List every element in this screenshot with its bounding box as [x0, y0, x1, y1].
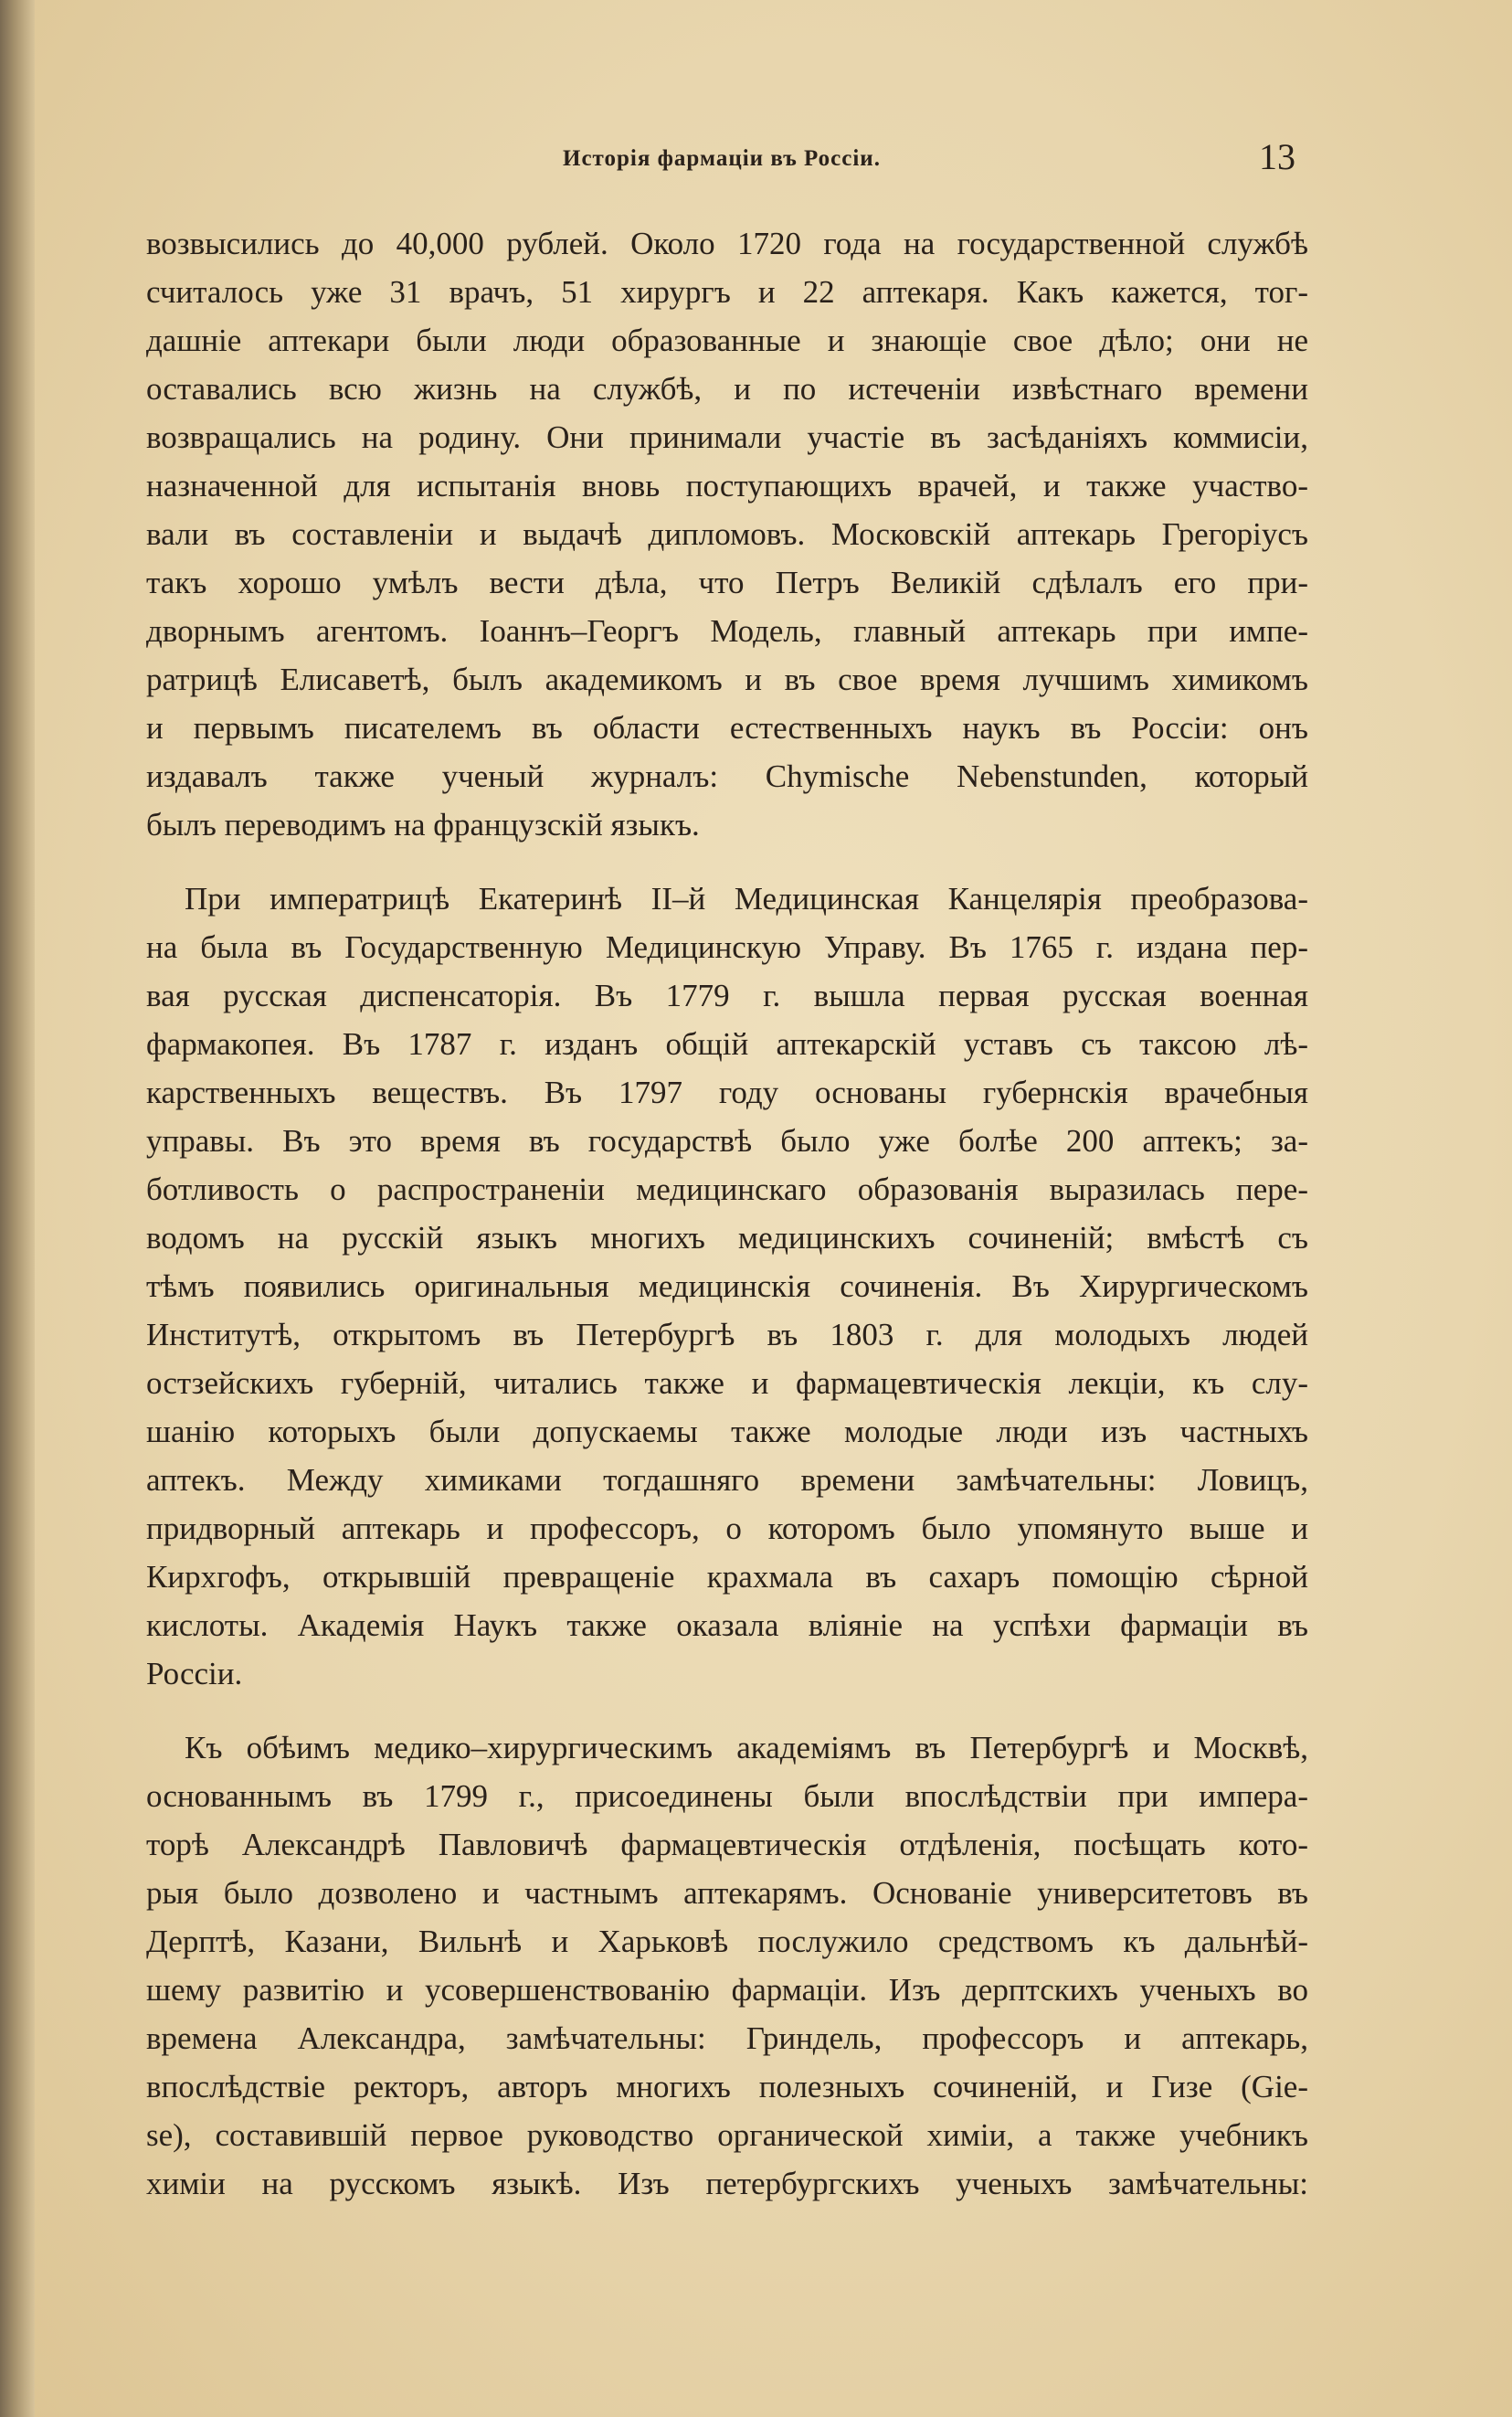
text-line: se), составившій первое руководство органической химіи, а также учебникъ — [146, 2117, 1308, 2153]
text-line: карственныхъ веществъ. Въ 1797 году основаны губернскія врачебныя — [146, 1075, 1308, 1110]
text-line: Къ обѣимъ медико–хирургическимъ академіямъ въ Петербургѣ и Москвѣ, — [185, 1730, 1308, 1765]
body-text — [146, 219, 1308, 2208]
text-line: Институтѣ, открытомъ въ Петербургѣ въ 1803 г. для молодыхъ людей — [146, 1317, 1308, 1352]
text-line: тѣмъ появились оригинальныя медицинскія сочиненія. Въ Хирургическомъ — [146, 1268, 1308, 1304]
text-line: возвысились до 40,000 рублей. Около 1720 года на государственной службѣ — [146, 226, 1308, 261]
paragraph-1 — [146, 219, 1308, 849]
text-line: на была въ Государственную Медицинскую Управу. Въ 1765 г. издана пер- — [146, 929, 1308, 965]
text-line: ботливость о распространеніи медицинскаго образованія выразилась пере- — [146, 1171, 1308, 1207]
text-line: впослѣдствіе ректоръ, авторъ многихъ полезныхъ сочиненій, и Гизе (Gie- — [146, 2069, 1308, 2104]
text-line: кислоты. Академія Наукъ также оказала вліяніе на успѣхи фармаціи въ — [146, 1607, 1308, 1643]
text-line: вая русская диспенсаторія. Въ 1779 г. вышла первая русская военная — [146, 978, 1308, 1013]
paragraph-3 — [146, 1723, 1308, 2208]
text-line: придворный аптекарь и профессоръ, о которомъ было упомянуто выше и — [146, 1511, 1308, 1546]
text-line: шему развитію и усовершенствованію фармаціи. Изъ дерптскихъ ученыхъ во — [146, 1972, 1308, 2008]
text-line: торѣ Александрѣ Павловичѣ фармацевтическія отдѣленія, посѣщать кото- — [146, 1827, 1308, 1862]
text-line: оставались всю жизнь на службѣ, и по истеченіи извѣстнаго времени — [146, 371, 1308, 407]
text-line: основаннымъ въ 1799 г., присоединены были впослѣдствіи при импера- — [146, 1778, 1308, 1814]
text-line: Россіи. — [146, 1656, 243, 1691]
text-line: фармакопея. Въ 1787 г. изданъ общій аптекарскій уставъ съ таксою лѣ- — [146, 1026, 1308, 1062]
text-line: При императрицѣ Екатеринѣ II–й Медицинская Канцелярія преобразова- — [185, 881, 1308, 917]
text-line: дворнымъ агентомъ. Іоаннъ–Георгъ Модель, главный аптекарь при импе- — [146, 613, 1308, 649]
text-line: времена Александра, замѣчательны: Гриндель, профессоръ и аптекарь, — [146, 2020, 1308, 2056]
text-line: такъ хорошо умѣлъ вести дѣла, что Петръ Великій сдѣлалъ его при- — [146, 565, 1308, 600]
text-line: издавалъ также ученый журналъ: Chymische Nebenstunden, который — [146, 758, 1308, 794]
text-line: Кирхгофъ, открывшій превращеніе крахмала въ сахаръ помощію сѣрной — [146, 1559, 1308, 1595]
page-gutter-shadow — [0, 0, 35, 2417]
text-line: шанію которыхъ были допускаемы также молодые люди изъ частныхъ — [146, 1414, 1308, 1449]
text-line: рыя было дозволено и частнымъ аптекарямъ. Основаніе университетовъ въ — [146, 1875, 1308, 1911]
text-line: водомъ на русскій языкъ многихъ медицинскихъ сочиненій; вмѣстѣ съ — [146, 1220, 1308, 1256]
text-line: аптекъ. Между химиками тогдашняго времени замѣчательны: Ловицъ, — [146, 1462, 1308, 1498]
text-line: вали въ составленіи и выдачѣ дипломовъ. Московскій аптекарь Грегоріусъ — [146, 516, 1308, 552]
text-line: ратрицѣ Елисаветѣ, былъ академикомъ и въ свое время лучшимъ химикомъ — [146, 662, 1308, 697]
paragraph-2 — [146, 875, 1308, 1698]
running-head: Исторія фармаціи въ Россіи. — [563, 146, 881, 171]
text-line: считалось уже 31 врачъ, 51 хирургъ и 22 аптекаря. Какъ кажется, тог- — [146, 274, 1308, 310]
text-line: дашніе аптекари были люди образованные и знающіе свое дѣло; они не — [146, 323, 1308, 358]
text-line: былъ переводимъ на французскій языкъ. — [146, 807, 700, 843]
text-line: остзейскихъ губерній, читались также и фармацевтическія лекціи, къ слу- — [146, 1365, 1308, 1401]
text-line: и первымъ писателемъ въ области естественныхъ наукъ въ Россіи: онъ — [146, 710, 1308, 746]
text-line: назначенной для испытанія вновь поступающихъ врачей, и также участво- — [146, 468, 1308, 504]
text-line: управы. Въ это время въ государствѣ было уже болѣе 200 аптекъ; за- — [146, 1123, 1308, 1159]
text-line: химіи на русскомъ языкѣ. Изъ петербургскихъ ученыхъ замѣчательны: — [146, 2166, 1308, 2201]
page-number: 13 — [1259, 136, 1295, 177]
text-line: Дерптѣ, Казани, Вильнѣ и Харьковѣ послужило средствомъ къ дальнѣй- — [146, 1924, 1308, 1959]
text-line: возвращались на родину. Они принимали участіе въ засѣданіяхъ коммисіи, — [146, 419, 1308, 455]
